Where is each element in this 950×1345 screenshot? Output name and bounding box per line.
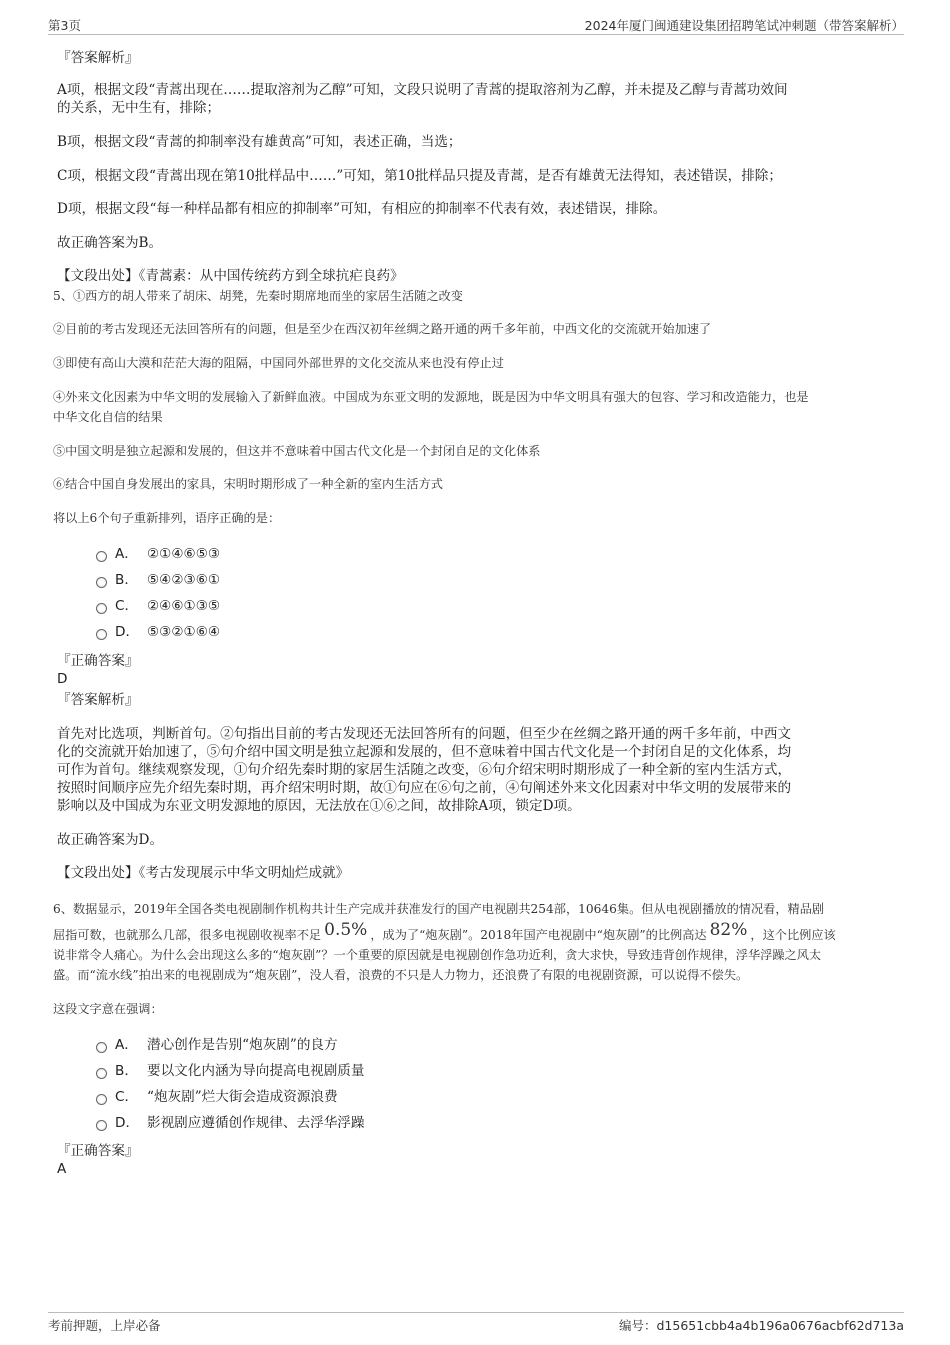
option-letter: D． <box>115 1115 140 1131</box>
q4-analysis-b: B项，根据文段“青蒿的抑制率没有雄黄高”可知，表述正确，当选； <box>57 134 462 150</box>
option-text: 潜心创作是告别“炮灰剧”的良方 <box>147 1037 338 1053</box>
q4-analysis-c: C项，根据文段“青蒿出现在第10批样品中……”可知，第10批样品只提及青蒿，是否有雄黄无法得知，表述错误，排除； <box>57 168 782 184</box>
q6-line2-part-c: ，这个比例应该 <box>750 928 836 942</box>
q6-stem-line2 <box>53 920 888 946</box>
q4-conclusion: 故正确答案为B。 <box>57 235 163 251</box>
document-title: 2024年厦门闽通建设集团招聘笔试冲刺题（带答案解析） <box>584 18 904 33</box>
q4-analysis-a-line1: A项，根据文段“青蒿出现在……提取溶剂为乙醇”可知，文段只说明了青蒿的提取溶剂为乙醇，并未提及乙醇与青蒿功效间 <box>57 82 788 98</box>
q5-option-a[interactable] <box>96 545 220 563</box>
radio-icon[interactable] <box>96 577 107 588</box>
option-text: 要以文化内涵为导向提高电视剧质量 <box>147 1063 365 1079</box>
q6-math-percent-1: 0.5% <box>324 920 368 940</box>
q5-sentence-5: ⑤中国文明是独立起源和发展的，但这并不意味着中国古代文化是一个封闭自足的文化体系 <box>53 444 541 458</box>
q5-sentence-6: ⑥结合中国自身发展出的家具，宋明时期形成了一种全新的室内生活方式 <box>53 477 443 491</box>
radio-icon[interactable] <box>96 603 107 614</box>
q6-line2-part-b: ，成为了“炮灰剧”。2018年国产电视剧中“炮灰剧”的比例高达 <box>370 928 707 942</box>
q4-analysis-a-line2: 的关系，无中生有，排除； <box>57 100 221 116</box>
q5-source: 【文段出处】《考古发现展示中华文明灿烂成就》 <box>57 865 350 881</box>
page-header <box>48 14 904 35</box>
q6-option-d[interactable] <box>96 1114 365 1132</box>
q6-line2-part-a: 屈指可数，也就那么几部，很多电视剧收视率不足 <box>53 928 322 942</box>
q5-answer-label: 『正确答案』 <box>57 653 139 669</box>
q6-answer-label: 『正确答案』 <box>57 1143 139 1159</box>
q4-analysis-d: D项，根据文段“每一种样品都有相应的抑制率”可知，有相应的抑制率不代表有效，表述错误，排除。 <box>57 201 667 217</box>
option-letter: C． <box>115 598 139 614</box>
q5-analysis-line2: 化的交流就开始加速了，⑤句介绍中国文明是独立起源和发展的，但不意味着中国古代文化是一个封闭自足的文化体系，均 <box>57 744 792 760</box>
option-letter: B． <box>115 1063 138 1079</box>
radio-icon[interactable] <box>96 629 107 640</box>
footer-code: 编号：d15651cbb4a4b196a0676acbf62d713a <box>619 1318 904 1333</box>
footer-slogan: 考前押题，上岸必备 <box>48 1318 161 1333</box>
option-letter: A． <box>115 546 138 562</box>
option-text: ②①④⑥⑤③ <box>147 546 221 562</box>
radio-icon[interactable] <box>96 1042 107 1053</box>
radio-icon[interactable] <box>96 1120 107 1131</box>
q5-sentence-4-line1: ④外来文化因素为中华文明的发展输入了新鲜血液。中国成为东亚文明的发源地，既是因为中华文明具有强大的包容、学习和改造能力，也是 <box>53 390 809 404</box>
q5-conclusion: 故正确答案为D。 <box>57 832 164 848</box>
radio-icon[interactable] <box>96 551 107 562</box>
q5-sentence-4-line2: 中华文化自信的结果 <box>53 410 163 424</box>
radio-icon[interactable] <box>96 1094 107 1105</box>
q6-answer: A <box>57 1161 67 1177</box>
option-letter: D． <box>115 624 140 640</box>
page-number: 第3页 <box>48 18 81 33</box>
q5-option-b[interactable] <box>96 571 220 589</box>
option-letter: C． <box>115 1089 139 1105</box>
q6-option-a[interactable] <box>96 1036 338 1054</box>
q5-answer: D <box>57 671 68 687</box>
option-text: 影视剧应遵循创作规律、去浮华浮躁 <box>147 1115 365 1131</box>
q6-stem-line1: 6、数据显示，2019年全国各类电视剧制作机构共计生产完成并获准发行的国产电视剧共254部，10646集。但从电视剧播放的情况看，精品剧 <box>53 902 825 916</box>
option-text: “炮灰剧”烂大街会造成资源浪费 <box>147 1089 338 1105</box>
q5-analysis-line3: 可作为首句。继续观察发现，①句介绍先秦时期的家居生活随之改变，⑥句介绍宋明时期形成了一种全新的室内生活方式， <box>57 762 792 778</box>
page-footer <box>48 1312 904 1335</box>
q6-option-c[interactable] <box>96 1088 338 1106</box>
q5-analysis-line4: 按照时间顺序应先介绍先秦时期，再介绍宋明时期，故①句应在⑥句之前，④句阐述外来文化因素对中华文明的发展带来的 <box>57 780 792 796</box>
q5-sentence-2: ②目前的考古发现还无法回答所有的问题，但是至少在西汉初年丝绸之路开通的两千多年前，中西文化的交流就开始加速了 <box>53 322 712 336</box>
q6-option-b[interactable] <box>96 1062 365 1080</box>
option-letter: A． <box>115 1037 138 1053</box>
q5-sentence-3: ③即使有高山大漠和茫茫大海的阻隔，中国同外部世界的文化交流从来也没有停止过 <box>53 356 504 370</box>
q5-sentence-1: 5、①西方的胡人带来了胡床、胡凳，先秦时期席地而坐的家居生活随之改变 <box>53 289 463 303</box>
q5-prompt: 将以上6个句子重新排列，语序正确的是： <box>53 511 281 525</box>
q6-prompt: 这段文字意在强调： <box>53 1002 163 1016</box>
option-text: ⑤③②①⑥④ <box>147 624 221 640</box>
option-letter: B． <box>115 572 138 588</box>
q5-option-c[interactable] <box>96 597 220 615</box>
radio-icon[interactable] <box>96 1068 107 1079</box>
q5-analysis-label: 『答案解析』 <box>57 692 139 708</box>
q4-analysis-label: 『答案解析』 <box>57 50 139 66</box>
q4-source: 【文段出处】《青蒿素：从中国传统药方到全球抗疟良药》 <box>57 268 404 284</box>
q5-analysis-line1: 首先对比选项，判断首句。②句指出目前的考古发现还无法回答所有的问题，但至少在丝绸之路开通的两千多年前，中西文 <box>57 726 792 742</box>
q5-option-d[interactable] <box>96 623 220 641</box>
option-text: ②④⑥①③⑤ <box>147 598 221 614</box>
q6-stem-line3: 说非常令人痛心。为什么会出现这么多的“炮灰剧”？一个重要的原因就是电视剧创作急功近利，贪大求快，导致违背创作规律，浮华浮躁之风太 <box>53 948 822 962</box>
q6-stem-line4: 盛。而“流水线”拍出来的电视剧成为“炮灰剧”，没人看，浪费的不只是人力物力，还浪费了有限的电视剧资源，可以说得不偿失。 <box>53 968 749 982</box>
option-text: ⑤④②③⑥① <box>147 572 221 588</box>
q6-math-percent-2: 82% <box>709 920 748 940</box>
q5-analysis-line5: 影响以及中国成为东亚文明发源地的原因，无法放在①⑥之间，故排除A项，锁定D项。 <box>57 798 581 814</box>
